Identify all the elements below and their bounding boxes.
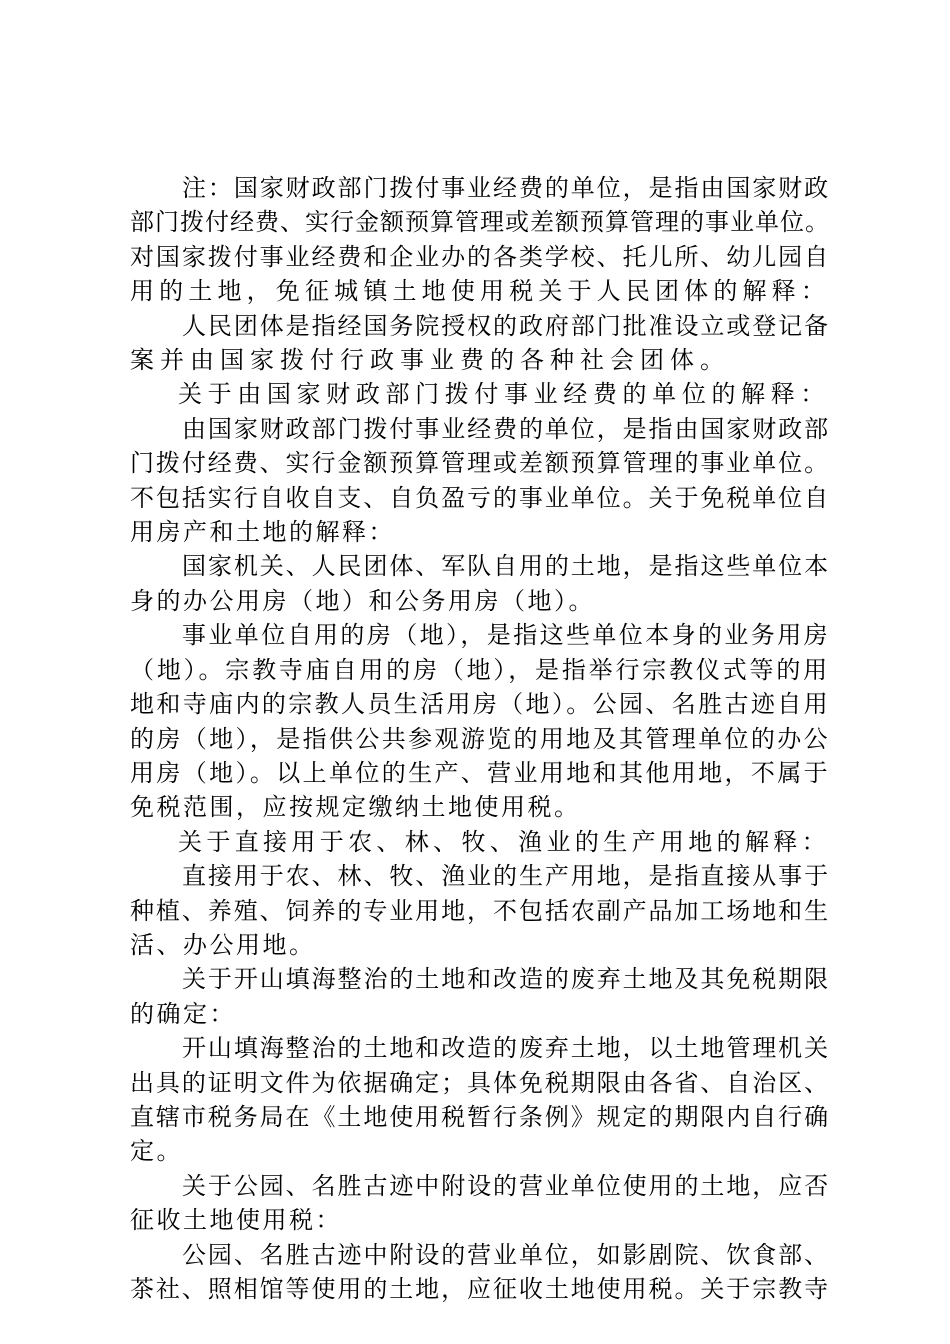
text-line: 公园、名胜古迹中附设的营业单位，如影剧院、饮食部、: [182, 1240, 830, 1269]
text-line: 用的土地，免征城镇土地使用税关于人民团体的解释：: [130, 277, 830, 306]
text-line: 国家机关、人民团体、军队自用的土地，是指这些单位本: [182, 552, 830, 581]
text-line: 用房产和土地的解释：: [130, 518, 395, 547]
text-line: 的确定：: [130, 999, 236, 1028]
text-line: 对国家拨付事业经费和企业办的各类学校、托儿所、幼儿园自: [130, 242, 830, 271]
text-line: 部门拨付经费、实行金额预算管理或差额预算管理的事业单位。: [130, 208, 830, 237]
text-line: 种植、养殖、饲养的专业用地，不包括农副产品加工场地和生: [130, 896, 830, 925]
text-line: 事业单位自用的房（地），是指这些单位本身的业务用房: [182, 621, 830, 650]
text-line: （地）。宗教寺庙自用的房（地），是指举行宗教仪式等的用: [130, 655, 830, 684]
text-line: 开山填海整治的土地和改造的废弃土地，以土地管理机关: [182, 1034, 830, 1063]
text-line: 出具的证明文件为依据确定；具体免税期限由各省、自治区、: [130, 1068, 830, 1097]
text-line: 案并由国家拨付行政事业费的各种社会团体。: [130, 346, 730, 375]
text-line: 身的办公用房（地）和公务用房（地）。: [130, 586, 595, 615]
text-line: 茶社、照相馆等使用的土地，应征收土地使用税。关于宗教寺: [130, 1275, 830, 1303]
text-line: 直辖市税务局在《土地使用税暂行条例》规定的期限内自行确: [130, 1102, 830, 1131]
text-line: 免税范围，应按规定缴纳土地使用税。: [130, 793, 581, 822]
text-line: 门拨付经费、实行金额预算管理或差额预算管理的事业单位。: [130, 449, 830, 478]
text-line: 的房（地），是指供公共参观游览的用地及其管理单位的办公: [130, 724, 830, 753]
text-line: 征收土地使用税：: [130, 1206, 342, 1235]
text-line: 直接用于农、林、牧、渔业的生产用地，是指直接从事于: [182, 862, 830, 891]
text-line: 关于直接用于农、林、牧、渔业的生产用地的解释：: [178, 827, 830, 856]
text-line: 关于公园、名胜古迹中附设的营业单位使用的土地，应否: [182, 1171, 830, 1200]
text-line: 定。: [130, 1137, 183, 1166]
text-line: 由国家财政部门拨付事业经费的单位，是指由国家财政部: [182, 414, 830, 443]
text-line: 注：国家财政部门拨付事业经费的单位，是指由国家财政: [182, 174, 830, 202]
text-line: 不包括实行自收自支、自负盈亏的事业单位。关于免税单位自: [130, 483, 830, 512]
text-line: 地和寺庙内的宗教人员生活用房（地）。公园、名胜古迹自用: [130, 690, 830, 719]
text-line: 人民团体是指经国务院授权的政府部门批准设立或登记备: [182, 311, 830, 340]
document-body: [130, 171, 830, 1306]
text-line: 关于由国家财政部门拨付事业经费的单位的解释：: [178, 380, 830, 409]
text-line: 活、办公用地。: [130, 930, 316, 959]
text-line: 关于开山填海整治的土地和改造的废弃土地及其免税期限: [182, 965, 830, 994]
text-line: 用房（地）。以上单位的生产、营业用地和其他用地，不属于: [130, 758, 830, 787]
